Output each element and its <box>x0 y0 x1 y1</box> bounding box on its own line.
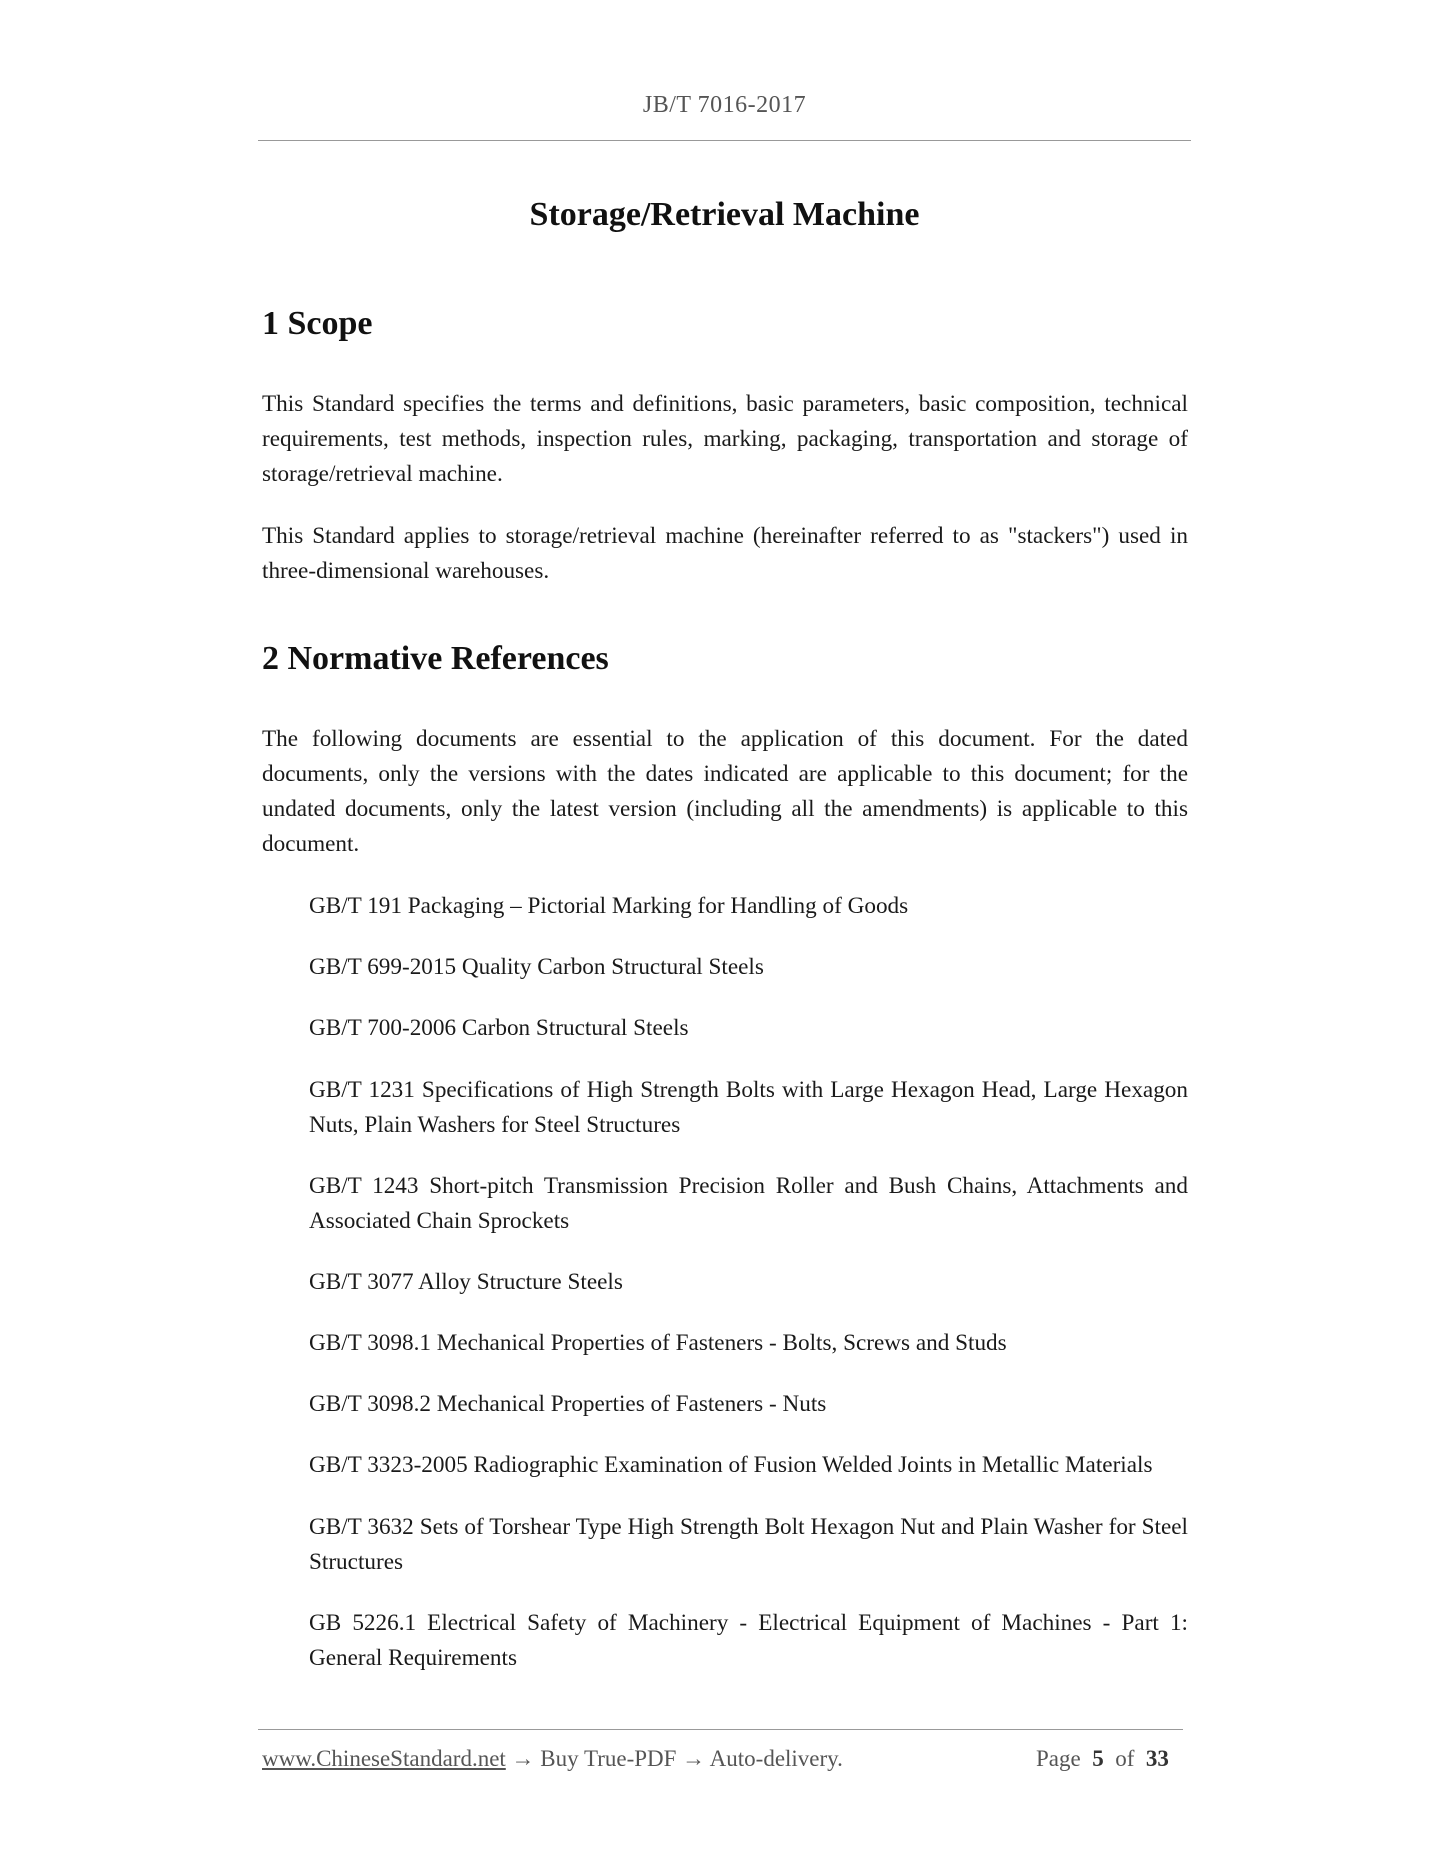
reference-item: GB/T 3098.1 Mechanical Properties of Fasteners - Bolts, Screws and Studs <box>309 1330 1007 1356</box>
reference-item: GB/T 3323-2005 Radiographic Examination of Fusion Welded Joints in Metallic Materials <box>309 1452 1153 1478</box>
footer-promo <box>262 1746 843 1772</box>
reference-item: GB/T 3632 Sets of Torshear Type High Strength Bolt Hexagon Nut and Plain Washer for Steel Structures <box>309 1514 1188 1575</box>
reference-item: GB/T 700-2006 Carbon Structural Steels <box>309 1015 689 1041</box>
scope-paragraph-1: This Standard specifies the terms and definitions, basic parameters, basic composition, technical requirements, test methods, inspection rules, marking, packaging, transportation and storage of storage/retrieval machine. <box>262 391 1188 487</box>
reference-item: GB/T 191 Packaging – Pictorial Marking for Handling of Goods <box>309 893 909 919</box>
reference-item: GB/T 699-2015 Quality Carbon Structural Steels <box>309 954 764 980</box>
document-title: Storage/Retrieval Machine <box>529 196 920 233</box>
reference-item: GB/T 1231 Specifications of High Strength Bolts with Large Hexagon Head, Large Hexagon Nuts, Plain Washers for Steel Structures <box>309 1077 1188 1138</box>
reference-item: GB 5226.1 Electrical Safety of Machinery - Electrical Equipment of Machines - Part 1: General Requirements <box>309 1610 1188 1671</box>
header-divider <box>258 140 1191 141</box>
reference-item: GB/T 3098.2 Mechanical Properties of Fasteners - Nuts <box>309 1391 827 1417</box>
footer-divider <box>258 1729 1183 1730</box>
page-header-standard-code: JB/T 7016-2017 <box>642 92 807 118</box>
page-label: Page <box>1036 1746 1081 1771</box>
footer-website-link[interactable]: www.ChineseStandard.net <box>262 1746 506 1771</box>
reference-item: GB/T 1243 Short-pitch Transmission Precision Roller and Bush Chains, Attachments and Associated Chain Sprockets <box>309 1173 1188 1234</box>
scope-paragraph-2: This Standard applies to storage/retrieval machine (hereinafter referred to as "stackers") used in three-dimensional warehouses. <box>262 523 1188 584</box>
normative-intro-paragraph: The following documents are essential to the application of this document. For the dated documents, only the versions with the dates indicated are applicable to this document; for the undated documents, only the latest version (including all the amendments) is applicable to this document. <box>262 726 1188 857</box>
section-heading-scope: 1 Scope <box>262 305 373 342</box>
page-current: 5 <box>1092 1746 1104 1771</box>
page-total: 33 <box>1145 1746 1169 1771</box>
reference-item: GB/T 3077 Alloy Structure Steels <box>309 1269 623 1295</box>
footer-tagline: → Buy True-PDF → Auto-delivery. <box>505 1746 843 1771</box>
page-number <box>1036 1746 1169 1772</box>
page-of-label: of <box>1115 1746 1135 1771</box>
section-heading-normative-references: 2 Normative References <box>262 640 609 677</box>
